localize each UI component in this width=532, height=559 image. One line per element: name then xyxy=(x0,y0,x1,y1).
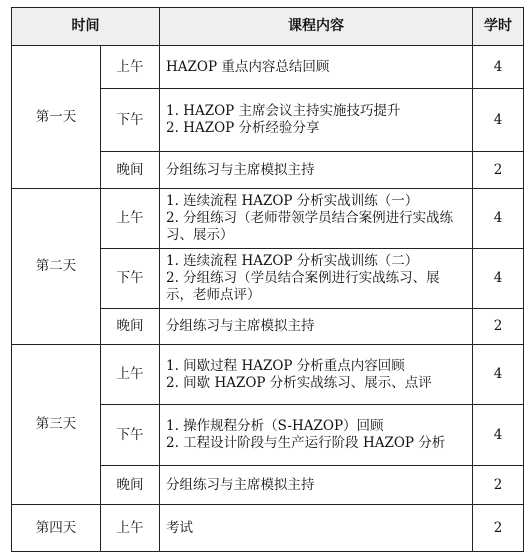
content-cell xyxy=(160,466,473,505)
content-line: 2. 间歇 HAZOP 分析实战练习、展示、点评 xyxy=(166,374,432,391)
day-cell: 第三天 xyxy=(12,345,101,505)
content-line: 2. 分组练习（老师带领学员结合案例进行实战练习、展示） xyxy=(166,210,454,243)
hours-cell: 4 xyxy=(473,89,524,152)
hours-cell: 4 xyxy=(473,46,524,89)
day-cell: 第一天 xyxy=(12,46,101,189)
content-line: 考试 xyxy=(166,519,193,536)
period-cell: 晚间 xyxy=(101,466,160,505)
content-line: 分组练习与主席模拟主持 xyxy=(166,161,315,178)
content-cell xyxy=(160,345,473,405)
period-cell: 上午 xyxy=(101,345,160,405)
content-cell xyxy=(160,505,473,552)
period-cell: 上午 xyxy=(101,505,160,552)
header-content: 课程内容 xyxy=(160,8,473,46)
hours-cell: 2 xyxy=(473,152,524,189)
period-cell: 上午 xyxy=(101,46,160,89)
header-hours: 学时 xyxy=(473,8,524,46)
day-cell: 第四天 xyxy=(12,505,101,552)
content-cell xyxy=(160,189,473,249)
content-line: 1. 连续流程 HAZOP 分析实战训练（二） xyxy=(166,253,419,269)
content-line: 2. 分组练习（学员结合案例进行实战练习、展示，老师点评） xyxy=(166,270,440,303)
content-cell xyxy=(160,89,473,152)
course-schedule xyxy=(11,7,523,551)
hours-cell: 4 xyxy=(473,345,524,405)
content-cell xyxy=(160,249,473,309)
content-line: 1. 间歇过程 HAZOP 分析重点内容回顾 xyxy=(166,357,405,374)
period-cell: 晚间 xyxy=(101,309,160,345)
content-cell xyxy=(160,309,473,345)
hours-cell: 2 xyxy=(473,505,524,552)
schedule-table xyxy=(11,7,524,552)
content-line: 分组练习与主席模拟主持 xyxy=(166,476,315,493)
period-cell: 下午 xyxy=(101,89,160,152)
table-row xyxy=(12,505,524,552)
table-row xyxy=(12,189,524,249)
content-cell xyxy=(160,405,473,466)
content-line: 1. 连续流程 HAZOP 分析实战训练（一） xyxy=(166,193,419,209)
period-cell: 晚间 xyxy=(101,152,160,189)
period-cell: 下午 xyxy=(101,249,160,309)
hours-cell: 4 xyxy=(473,189,524,249)
header-time: 时间 xyxy=(12,8,160,46)
content-line: 1. HAZOP 主席会议主持实施技巧提升 xyxy=(166,103,401,119)
table-row xyxy=(12,345,524,405)
day-cell: 第二天 xyxy=(12,189,101,345)
content-line: 分组练习与主席模拟主持 xyxy=(166,318,315,334)
hours-cell: 4 xyxy=(473,249,524,309)
period-cell: 下午 xyxy=(101,405,160,466)
hours-cell: 4 xyxy=(473,405,524,466)
content-cell xyxy=(160,46,473,89)
table-row xyxy=(12,46,524,89)
content-cell xyxy=(160,152,473,189)
content-line: HAZOP 重点内容总结回顾 xyxy=(166,58,330,75)
period-cell: 上午 xyxy=(101,189,160,249)
content-line: 2. 工程设计阶段与生产运行阶段 HAZOP 分析 xyxy=(166,435,446,451)
header-row xyxy=(12,8,524,46)
hours-cell: 2 xyxy=(473,309,524,345)
content-line: 2. HAZOP 分析经验分享 xyxy=(166,120,320,136)
hours-cell: 2 xyxy=(473,466,524,505)
content-line: 1. 操作规程分析（S-HAZOP）回顾 xyxy=(166,418,384,434)
